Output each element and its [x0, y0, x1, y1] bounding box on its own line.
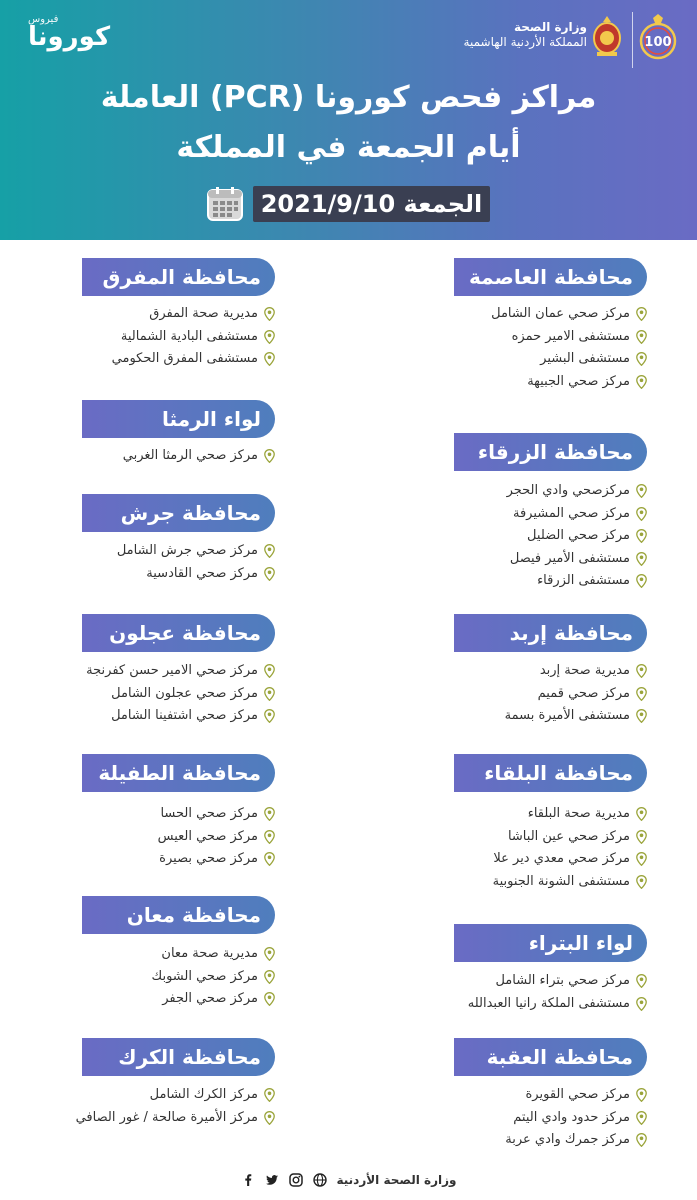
list-item [468, 970, 647, 993]
item-text: مركز صحي بتراء الشامل [495, 973, 630, 988]
list-item [86, 705, 275, 728]
location-pin-icon [636, 664, 647, 678]
location-pin-icon [264, 852, 275, 866]
item-text: مركز صحي بصيرة [159, 851, 258, 866]
list-item [493, 826, 647, 849]
list-item [493, 848, 647, 871]
item-text: مستشفى البشير [540, 351, 630, 366]
heading-ajloun: محافظة عجلون [82, 614, 275, 652]
item-text: مستشفى الأمير فيصل [509, 550, 630, 566]
location-pin-icon [636, 484, 647, 498]
item-text: مركز صحي عين الباشا [507, 828, 630, 844]
list-zarqa [507, 480, 647, 593]
list-item [76, 1107, 275, 1130]
list-capital [491, 303, 647, 393]
ministry-line2: المملكة الأردنية الهاشمية [463, 35, 587, 49]
location-pin-icon [636, 709, 647, 723]
list-item [505, 705, 647, 728]
heading-jerash: محافظة جرش [82, 494, 275, 532]
list-karak [76, 1084, 275, 1129]
list-item [158, 848, 275, 871]
heading-petra: لواء البتراء [454, 924, 647, 962]
location-pin-icon [264, 830, 275, 844]
list-item [493, 803, 647, 826]
list-item [491, 348, 647, 371]
ministry-line1: وزارة الصحة [513, 20, 587, 34]
list-aqaba [505, 1084, 647, 1152]
location-pin-icon [636, 375, 647, 389]
item-text: مركز جمرك وادي عربة [505, 1132, 630, 1147]
list-item [493, 871, 647, 894]
item-text: مركز صحي القادسية [146, 565, 258, 581]
list-item [158, 826, 275, 849]
list-item [152, 943, 276, 966]
list-tafila [158, 803, 275, 871]
location-pin-icon [636, 352, 647, 366]
heading-mafraq: محافظة المفرق [82, 258, 275, 296]
heading-maan: محافظة معان [82, 896, 275, 934]
heading-balqa: محافظة البلقاء [454, 754, 647, 792]
location-pin-icon [264, 567, 275, 581]
item-text: مركزصحي وادي الحجر [506, 483, 630, 498]
list-mafraq [112, 303, 275, 371]
item-text: مركز صحي الحسا [160, 806, 258, 821]
item-text: مديرية صحة المفرق [149, 306, 258, 321]
item-text: مديرية صحة معان [161, 946, 258, 961]
location-pin-icon [636, 552, 647, 566]
item-text: مستشفى الشونة الجنوبية [492, 873, 630, 889]
centennial-number: 100 [644, 35, 672, 50]
location-pin-icon [636, 307, 647, 321]
list-item [158, 803, 275, 826]
item-text: مستشفى الزرقاء [537, 573, 630, 588]
centennial-logo-icon [635, 14, 681, 66]
item-text: مركز صحي اشتفينا الشامل [111, 708, 258, 723]
item-text: مركز صحي عجلون الشامل [111, 685, 258, 701]
location-pin-icon [264, 307, 275, 321]
item-text: مركز صحي الضليل [527, 528, 630, 543]
item-text: مركز صحي جرش الشامل [116, 543, 258, 558]
list-item [112, 348, 275, 371]
location-pin-icon [264, 947, 275, 961]
location-pin-icon [636, 574, 647, 588]
item-text: مركز صحي الجفر [162, 991, 258, 1006]
footer [0, 1168, 697, 1192]
list-item [507, 570, 647, 593]
heading-tafila: محافظة الطفيلة [82, 754, 275, 792]
list-item [117, 563, 275, 586]
list-item [152, 966, 276, 989]
item-text: مركز الأميرة صالحة / غور الصافي [75, 1109, 258, 1125]
location-pin-icon [264, 970, 275, 984]
globe-icon[interactable] [313, 1173, 327, 1187]
list-item [505, 660, 647, 683]
location-pin-icon [636, 1133, 647, 1147]
item-text: مركز صحي العيس [157, 828, 258, 844]
item-text: مديرية صحة إربد [539, 663, 630, 678]
location-pin-icon [636, 852, 647, 866]
list-item [505, 1107, 647, 1130]
list-irbid [505, 660, 647, 728]
list-item [117, 540, 275, 563]
date-bar: الجمعة 2021/9/10 [253, 186, 490, 222]
item-text: مركز صحي الجبيهة [527, 373, 630, 389]
list-ajloun [86, 660, 275, 728]
location-pin-icon [636, 330, 647, 344]
list-item [505, 1129, 647, 1152]
footer-text: وزارة الصحة الأردنية [336, 1173, 457, 1187]
list-item [86, 683, 275, 706]
list-item [507, 480, 647, 503]
location-pin-icon [264, 1088, 275, 1102]
location-pin-icon [636, 830, 647, 844]
list-item [112, 326, 275, 349]
location-pin-icon [636, 687, 647, 701]
item-text: مركز صحي عمان الشامل [491, 306, 630, 321]
item-text: مستشفى المفرق الحكومي [111, 351, 258, 366]
list-balqa [493, 803, 647, 893]
location-pin-icon [636, 507, 647, 521]
list-item [505, 683, 647, 706]
list-item [507, 503, 647, 526]
heading-zarqa: محافظة الزرقاء [454, 433, 647, 471]
list-item [491, 326, 647, 349]
heading-karak: محافظة الكرك [82, 1038, 275, 1076]
brand-big-text: كورونا [28, 22, 111, 52]
item-text: مركز صحي المشيرفة [513, 505, 630, 521]
list-petra [468, 970, 647, 1015]
list-item [468, 993, 647, 1016]
list-item [507, 548, 647, 571]
heading-aqaba: محافظة العقبة [454, 1038, 647, 1076]
item-text: مركز حدود وادي اليتم [513, 1109, 630, 1125]
calendar-icon [206, 186, 244, 222]
item-text: مركز صحي القويرة [525, 1087, 630, 1102]
twitter-icon[interactable] [265, 1173, 279, 1187]
ministry-name [464, 20, 587, 50]
list-item [152, 988, 276, 1011]
location-pin-icon [264, 709, 275, 723]
location-pin-icon [264, 352, 275, 366]
list-jerash [117, 540, 275, 585]
brand-small-text: فيروس [28, 14, 59, 25]
list-maan [152, 943, 276, 1011]
item-text: مديرية صحة البلقاء [527, 806, 630, 821]
heading-ramtha: لواء الرمثا [82, 400, 275, 438]
list-item [507, 525, 647, 548]
location-pin-icon [264, 992, 275, 1006]
list-item [491, 371, 647, 394]
item-text: مركز صحي الامير حسن كفرنجة [86, 663, 258, 678]
list-item [491, 303, 647, 326]
location-pin-icon [264, 449, 275, 463]
facebook-icon[interactable] [241, 1173, 255, 1187]
location-pin-icon [636, 1088, 647, 1102]
list-item [123, 445, 275, 468]
item-text: مستشفى الأميرة بسمة [504, 708, 630, 723]
location-pin-icon [264, 687, 275, 701]
location-pin-icon [264, 664, 275, 678]
page-title-line2: أيام الجمعة في المملكة [176, 130, 521, 165]
location-pin-icon [636, 529, 647, 543]
jordan-emblem-icon [591, 14, 623, 58]
location-pin-icon [264, 544, 275, 558]
heading-irbid: محافظة إربد [454, 614, 647, 652]
header-banner [0, 0, 697, 240]
list-item [505, 1084, 647, 1107]
list-item [86, 660, 275, 683]
instagram-icon[interactable] [289, 1173, 303, 1187]
corona-brand-logo [28, 14, 111, 52]
item-text: مستشفى الامير حمزه [511, 328, 630, 344]
location-pin-icon [264, 1111, 275, 1125]
header-divider [632, 12, 633, 68]
item-text: مركز صحي قميم [537, 685, 630, 701]
item-text: مستشفى البادية الشمالية [120, 328, 258, 344]
item-text: مركز صحي الشوبك [151, 968, 258, 984]
location-pin-icon [636, 997, 647, 1011]
page-title-line1: مراكز فحص كورونا (PCR) العاملة [100, 80, 597, 115]
location-pin-icon [636, 1111, 647, 1125]
location-pin-icon [636, 974, 647, 988]
item-text: مركز صحي معدي دير علا [493, 851, 630, 866]
list-item [112, 303, 275, 326]
list-item [76, 1084, 275, 1107]
item-text: مركز صحي الرمثا الغربي [122, 448, 258, 463]
location-pin-icon [264, 330, 275, 344]
list-ramtha [123, 445, 275, 468]
location-pin-icon [636, 807, 647, 821]
location-pin-icon [264, 807, 275, 821]
heading-capital: محافظة العاصمة [454, 258, 647, 296]
item-text: مستشفى الملكة رانيا العبدالله [467, 995, 630, 1011]
location-pin-icon [636, 875, 647, 889]
item-text: مركز الكرك الشامل [149, 1087, 258, 1102]
